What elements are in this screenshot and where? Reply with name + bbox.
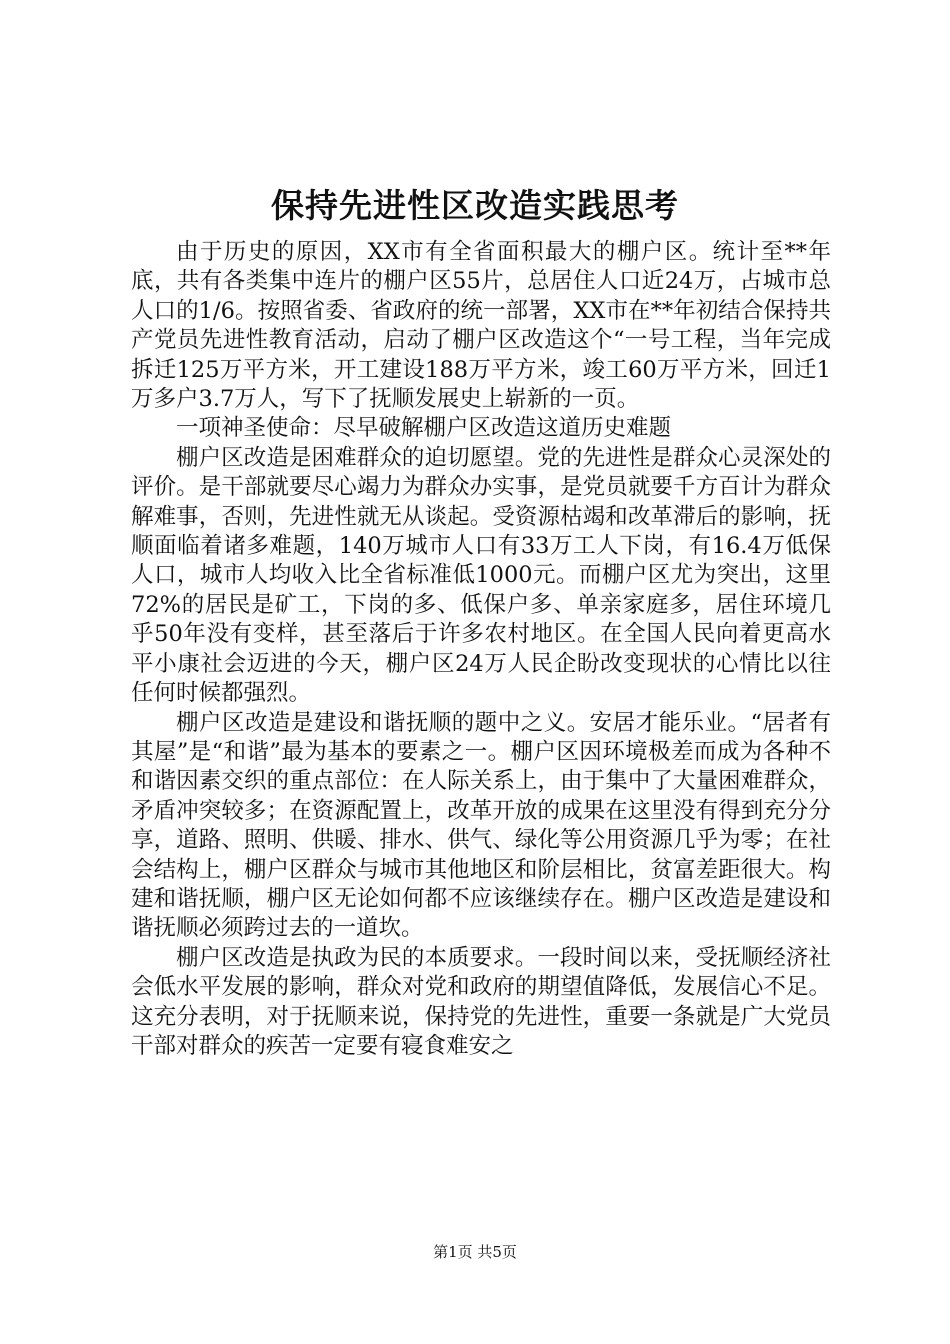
document-body [131,238,831,1061]
document-title: 保持先进性区改造实践思考 [271,186,679,225]
paragraph-harmony: 棚户区改造是建设和谐抚顺的题中之义。安居才能乐业。“居者有其屋”是“和谐”最为基本的要素之一。棚户区因环境极差而成为各种不和谐因素交织的重点部位：在人际关系上，由于集中了大量困难群众，矛盾冲突较多；在资源配置上，改革开放的成果在这里没有得到充分分享，道路、照明、供暖、排水、供气、绿化等公用资源几乎为零；在社会结构上，棚户区群众与城市其他地区和阶层相比，贫富差距很大。构建和谐抚顺，棚户区无论如何都不应该继续存在。棚户区改造是建设和谐抚顺必须跨过去的一道坎。 [131,709,831,942]
paragraph-governance: 棚户区改造是执政为民的本质要求。一段时间以来，受抚顺经济社会低水平发展的影响，群众对党和政府的期望值降低，发展信心不足。这充分表明，对于抚顺来说，保持党的先进性，重要一条就是广大党员干部对群众的疾苦一定要有寝食难安之 [131,944,831,1059]
paragraph-intro: 由于历史的原因，XX市有全省面积最大的棚户区。统计至**年底，共有各类集中连片的棚户区55片，总居住人口近24万，占城市总人口的1/6。按照省委、省政府的统一部署，XX市在**年初结合保持共产党员先进性教育活动，启动了棚户区改造这个“一号工程，当年完成拆迁125万平方米，开工建设188万平方米，竣工60万平方米，回迁1万多户3.7万人，写下了抚顺发展史上崭新的一页。 [131,239,831,413]
page-number-footer: 第1页 共5页 [433,1243,517,1261]
section-heading: 一项神圣使命：尽早破解棚户区改造这道历史难题 [176,415,672,442]
paragraph-urgent-wish: 棚户区改造是困难群众的迫切愿望。党的先进性是群众心灵深处的评价。是干部就要尽心竭力为群众办实事，是党员就要千方百计为群众解难事，否则，先进性就无从谈起。受资源枯竭和改革滞后的影响，抚顺面临着诸多难题，140万城市人口有33万工人下岗，有16.4万低保人口，城市人均收入比全省标准低1000元。而棚户区尤为突出，这里72%的居民是矿工，下岗的多、低保户多、单亲家庭多，居住环境几乎50年没有变样，甚至落后于许多农村地区。在全国人民向着更高水平小康社会迈进的今天，棚户区24万人民企盼改变现状的心情比以往任何时候都强烈。 [131,444,831,707]
